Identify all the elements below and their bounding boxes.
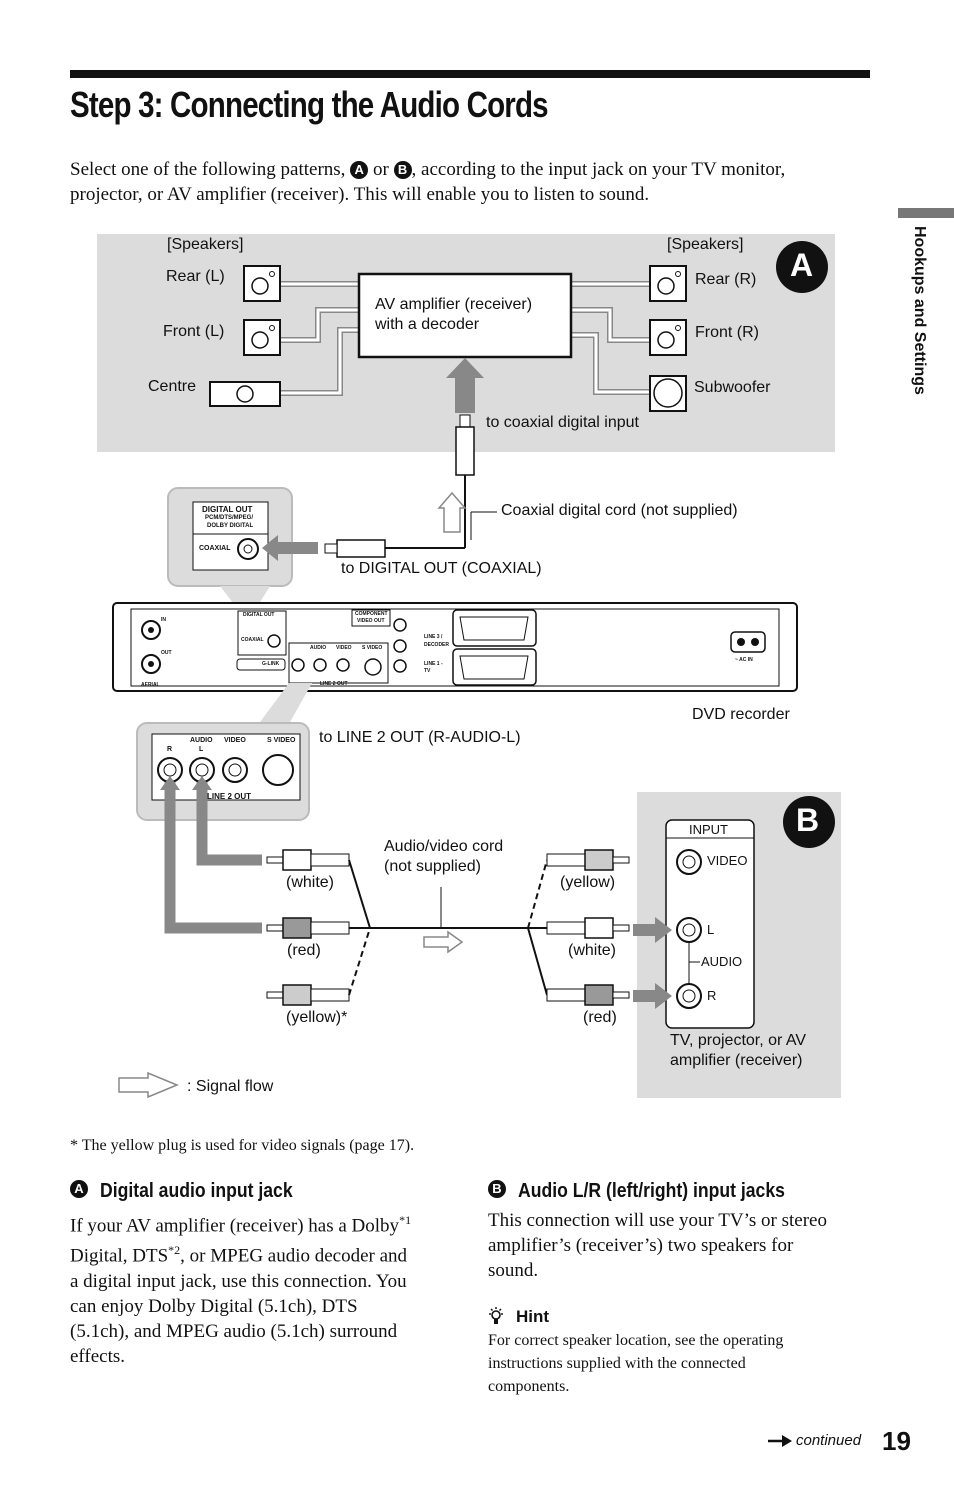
panel-b-badge-label: B <box>796 802 820 838</box>
centre-label: Centre <box>148 378 197 395</box>
inset-coaxial-label: COAXIAL <box>199 545 231 552</box>
recorder-out: OUT <box>161 650 172 656</box>
recorder-tv: TV <box>424 668 431 674</box>
plug-label-white-right: (white) <box>568 942 617 959</box>
inset-r-label: R <box>167 746 173 753</box>
plug-label-yellow-left: (yellow)* <box>286 1009 348 1026</box>
av-cord-label-line1: Audio/video cord <box>384 838 504 855</box>
section-a-line-1-text: If your AV amplifier (receiver) has a Dolby <box>70 1215 400 1237</box>
intro-or: or <box>368 159 394 180</box>
hint-title: Hint <box>516 1307 550 1326</box>
amplifier-label-line1: AV amplifier (receiver) <box>375 296 533 313</box>
footnote: * The yellow plug is used for video signals (page 17). <box>70 1137 415 1154</box>
inset-s-video-label: S VIDEO <box>267 737 296 744</box>
recorder-video-out: VIDEO OUT <box>357 618 385 624</box>
badge-a: A <box>350 161 368 179</box>
inset-l-label: L <box>199 746 204 753</box>
recorder-audio: AUDIO <box>310 645 327 651</box>
ac-in-socket <box>731 632 765 652</box>
section-b-line-2: amplifier’s (receiver’s) two speakers for <box>488 1235 794 1256</box>
panel-a-badge-label: A <box>790 247 814 283</box>
inset-line2-out-label: LINE 2 OUT <box>207 792 252 801</box>
recorder-component: COMPONENT <box>355 611 388 617</box>
recorder-line1: LINE 1 - <box>424 661 443 667</box>
section-a-line-6: effects. <box>70 1345 126 1367</box>
coaxial-cord-label: Coaxial digital cord (not supplied) <box>501 502 738 519</box>
section-b-line-3: sound. <box>488 1260 539 1281</box>
component-jacks <box>394 619 406 672</box>
recorder-digital-out-label: DIGITAL OUT <box>243 612 275 618</box>
signal-flow-arrow-cord <box>424 932 462 952</box>
intro-text-2: , according to the input jack on your TV monitor, <box>411 159 786 180</box>
section-a-header <box>70 1180 293 1202</box>
speaker-rear-left <box>244 266 280 301</box>
inset-digital-out-sub2: DOLBY DIGITAL <box>207 523 254 529</box>
rear-right-label: Rear (R) <box>695 271 757 288</box>
section-b-body <box>488 1208 888 1283</box>
plug-yellow-right <box>547 850 629 870</box>
section-a-line-3: a digital input jack, use this connection. You <box>70 1270 407 1292</box>
hint-line-2: instructions supplied with the connected <box>488 1355 746 1372</box>
badge-b: B <box>394 161 412 179</box>
inset-digital-out-sub1: PCM/DTS/MPEG/ <box>205 515 254 521</box>
section-a-line-1 <box>70 1208 470 1238</box>
plug-red-left <box>267 918 349 938</box>
plug-yellow-left <box>267 985 349 1005</box>
hint-line-3: components. <box>488 1378 570 1395</box>
section-a-line-2 <box>70 1238 470 1268</box>
speaker-subwoofer <box>650 376 686 411</box>
front-left-label: Front (L) <box>163 323 225 340</box>
plug-red-right <box>547 985 629 1005</box>
signal-flow-label: : Signal flow <box>187 1078 274 1095</box>
page-number: 19 <box>882 1426 911 1456</box>
av-cord-label-line2: (not supplied) <box>384 858 481 875</box>
subwoofer-label: Subwoofer <box>694 379 771 396</box>
dvd-recorder-label: DVD recorder <box>692 706 790 723</box>
section-a-line-4: can enjoy Dolby Digital (5.1ch), DTS <box>70 1295 358 1317</box>
recorder-aerial: AERIAL <box>141 682 160 688</box>
plug-white-right <box>547 918 629 938</box>
to-line2-out-label: to LINE 2 OUT (R-AUDIO-L) <box>319 729 521 746</box>
recorder-decoder: DECODER <box>424 642 450 648</box>
side-tab-label: Hookups and Settings <box>911 226 928 395</box>
inset-video-label: VIDEO <box>224 737 246 744</box>
recorder-line2-out-label: LINE 2 OUT <box>320 681 348 687</box>
speaker-front-right <box>650 320 686 355</box>
recorder-video: VIDEO <box>336 645 352 651</box>
section-a-badge: A <box>70 1180 88 1198</box>
signal-flow-arrow-coax <box>439 493 465 532</box>
av-cord <box>349 860 547 995</box>
continued-label: continued <box>796 1432 862 1449</box>
continued-arrow-icon <box>768 1433 794 1449</box>
plug-label-yellow-right: (yellow) <box>560 874 616 891</box>
intro-text-1: Select one of the following patterns, <box>70 159 351 180</box>
section-a-heading: Digital audio input jack <box>100 1180 293 1202</box>
device-label-line2: amplifier (receiver) <box>670 1052 803 1069</box>
coaxial-plug-left <box>325 540 385 557</box>
plug-label-red-left: (red) <box>287 942 321 959</box>
tv-audio-label: AUDIO <box>701 954 743 969</box>
section-a-line-2a: Digital, DTS <box>70 1245 169 1267</box>
recorder-ac-in: ~ AC IN <box>735 657 753 663</box>
hint-line-1: For correct speaker location, see the operating <box>488 1332 784 1349</box>
speakers-right-title: [Speakers] <box>667 236 744 253</box>
intro-line-2: projector, or AV amplifier (receiver). This will enable you to listen to sound. <box>70 184 650 205</box>
speaker-centre <box>210 382 280 406</box>
recorder-in: IN <box>161 617 166 623</box>
footnote-ref-2: *2 <box>168 1243 181 1258</box>
recorder-s-video: S VIDEO <box>362 645 383 651</box>
section-a-body <box>70 1208 470 1369</box>
inset-audio-label: AUDIO <box>190 737 213 744</box>
amplifier-label-line2: with a decoder <box>375 316 480 333</box>
tv-r-label: R <box>707 988 717 1003</box>
speaker-front-left <box>244 320 280 355</box>
front-right-label: Front (R) <box>695 324 759 341</box>
section-b-line-1: This connection will use your TV’s or stereo <box>488 1210 827 1231</box>
hint-body <box>488 1329 888 1398</box>
tv-video-label: VIDEO <box>707 853 748 868</box>
speaker-rear-right <box>650 266 686 301</box>
plug-label-red-right: (red) <box>583 1009 617 1026</box>
section-b-header <box>488 1180 785 1202</box>
recorder-g-link: G-LINK <box>262 661 280 667</box>
recorder-coaxial-label: COAXIAL <box>241 637 264 643</box>
rear-left-label: Rear (L) <box>166 268 225 285</box>
plug-label-white-left: (white) <box>286 874 335 891</box>
recorder-line3: LINE 3 / <box>424 634 443 640</box>
tv-l-label: L <box>707 922 715 937</box>
section-a-line-2b: , or MPEG audio decoder and <box>180 1245 408 1267</box>
hint-bulb-icon <box>488 1306 508 1328</box>
speakers-left-title: [Speakers] <box>167 236 244 253</box>
inset-digital-out-title: DIGITAL OUT <box>202 505 253 514</box>
device-label-line1: TV, projector, or AV <box>670 1032 807 1049</box>
plug-white-left <box>267 850 349 870</box>
to-coaxial-label: to coaxial digital input <box>486 414 639 431</box>
footnote-ref-1: *1 <box>399 1213 412 1227</box>
tv-input-label: INPUT <box>689 822 728 837</box>
to-digital-out-label: to DIGITAL OUT (COAXIAL) <box>341 560 542 577</box>
section-b-heading: Audio L/R (left/right) input jacks <box>518 1180 785 1202</box>
section-b-badge: B <box>488 1180 506 1198</box>
section-a-line-5: (5.1ch), and MPEG audio (5.1ch) surround <box>70 1320 398 1342</box>
page-title: Step 3: Connecting the Audio Cords <box>70 84 548 125</box>
signal-flow-legend-arrow <box>119 1073 177 1097</box>
